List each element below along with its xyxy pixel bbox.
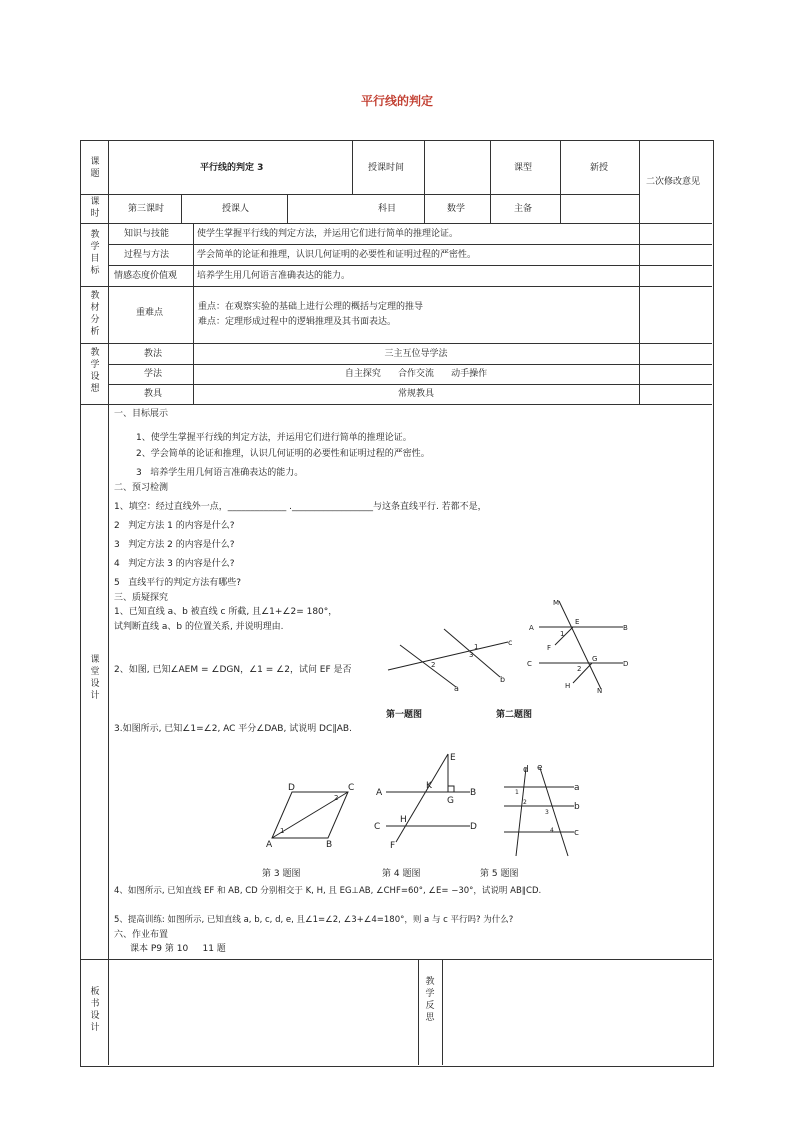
subject-value: 数学	[447, 204, 466, 214]
section-title: 三、质疑探究	[114, 593, 169, 603]
prep-label: 主备	[514, 204, 533, 214]
objective-name: 过程与方法	[124, 250, 170, 260]
objective-text: 培养学生用几何语言准确表达的能力。	[197, 271, 351, 281]
type-value: 新授	[590, 163, 609, 173]
fig1-label: 2	[431, 661, 436, 669]
difficult-point: 难点：定理形成过程中的逻辑推理及其书面表达。	[198, 317, 397, 327]
fig4-label: K	[426, 781, 432, 791]
figure-5	[498, 760, 588, 860]
fig5-label: a	[574, 783, 580, 793]
question-1: 1、已知直线 a、b 被直线 c 所截, 且∠1+∠2= 180°，	[114, 607, 338, 617]
fig2-label: H	[565, 682, 571, 690]
grid-line	[181, 194, 182, 223]
fig4-label: G	[447, 796, 454, 806]
grid-line	[424, 140, 425, 194]
fig3-label: A	[266, 840, 273, 850]
grid-line	[639, 140, 640, 404]
fig2-label: C	[527, 660, 532, 668]
grid-line	[80, 404, 712, 405]
classroom-label: 课 堂 设 计	[90, 655, 100, 701]
line-c	[388, 642, 508, 670]
fig2-label: E	[575, 618, 580, 626]
line-ef	[396, 754, 448, 842]
fig4-label: B	[470, 788, 477, 798]
goal-item: 3 培养学生用几何语言准确表达的能力。	[136, 468, 304, 478]
grid-line	[352, 140, 353, 194]
grid-line	[108, 384, 712, 385]
method-text: 常规教具	[397, 389, 434, 399]
fig5-label: c	[574, 828, 579, 838]
fig1-label: 1	[474, 643, 479, 651]
fig2-label: F	[547, 644, 552, 652]
grid-line	[80, 194, 639, 195]
design-label: 教 学 设 想	[90, 348, 100, 394]
check-item: 1、填空：经过直线外一点，_____________ .__________________与这条直线平行. 若都不是，	[114, 502, 487, 512]
fig2-label: A	[529, 624, 534, 632]
fig2-label: D	[623, 660, 629, 668]
figure-caption: 第一题图	[386, 710, 423, 720]
ray-gh	[573, 663, 592, 683]
grid-line	[490, 140, 491, 194]
fig4-label: H	[400, 815, 407, 825]
figure-caption: 第 3 题图	[262, 869, 301, 879]
figure-4	[372, 750, 482, 850]
fig5-label: 3	[545, 809, 549, 816]
check-item: 4 判定方法 3 的内容是什么?	[114, 559, 235, 569]
fig2-label: 1	[560, 630, 565, 638]
fig5-label: b	[574, 802, 580, 812]
grid-line	[80, 223, 712, 224]
grid-line	[108, 265, 712, 266]
fig4-label: E	[450, 753, 456, 763]
fig3-label: C	[348, 783, 355, 793]
figure-1	[380, 625, 520, 695]
objective-text: 使学生掌握平行线的判定方法，并运用它们进行简单的推理论证。	[197, 229, 459, 239]
hours-value: 第三课时	[128, 204, 165, 214]
fig3-label: 1	[280, 827, 285, 835]
grid-line	[80, 959, 712, 960]
fig4-label: F	[390, 841, 396, 851]
fig3-label: 2	[334, 794, 339, 802]
hours-label: 课 时	[90, 197, 100, 219]
figure-caption: 第二题图	[496, 710, 533, 720]
fig1-label: 3	[469, 651, 474, 659]
topic-label: 课 题	[90, 157, 100, 179]
grid-line	[80, 286, 712, 287]
fig5-label: 4	[550, 827, 554, 834]
type-label: 课型	[514, 163, 533, 173]
analysis-label: 教 材 分 析	[90, 291, 100, 337]
check-item: 3 判定方法 2 的内容是什么?	[114, 540, 235, 550]
key-point: 重点：在观察实验的基础上进行公理的概括与定理的推导	[198, 302, 424, 312]
grid-line	[80, 343, 712, 344]
question-2: 2、如图, 已知∠AEM = ∠DGN，∠1 = ∠2，试问 EF 是否	[114, 665, 352, 675]
time-label: 授课时间	[368, 163, 405, 173]
teacher-label: 授课人	[222, 204, 250, 214]
objective-text: 学会简单的论证和推理，认识几何证明的必要性和证明过程的严密性。	[197, 250, 477, 260]
board-label: 板 书 设 计	[90, 987, 100, 1033]
grid-line	[108, 140, 109, 1065]
grid-line	[108, 364, 712, 365]
fig2-label: G	[592, 655, 598, 663]
page-title: 平行线的判定	[360, 94, 433, 108]
fig3-label: B	[326, 840, 333, 850]
right-angle-mark	[448, 786, 454, 792]
figure-caption: 第 5 题图	[480, 869, 519, 879]
fig5-label: d	[523, 765, 529, 775]
section-title: 一、目标展示	[114, 409, 169, 419]
figure-caption: 第 4 题图	[382, 869, 421, 879]
analysis-name: 重难点	[136, 308, 164, 318]
reflection-label: 教 学 反 思	[425, 977, 435, 1023]
fig2-label: 2	[577, 665, 582, 673]
question-1: 试判断直线 a、b 的位置关系, 并说明理由.	[114, 622, 284, 632]
line-d	[516, 768, 526, 856]
fig4-label: C	[374, 822, 381, 832]
grid-line	[108, 244, 712, 245]
fig5-label: 1	[515, 789, 519, 796]
objective-name: 情感态度价值观	[114, 271, 178, 281]
method-text: 自主探究 合作交流 动手操作	[344, 369, 488, 379]
grid-line	[424, 194, 425, 223]
figure-3	[262, 780, 362, 850]
section-title: 六、作业布置	[114, 930, 169, 940]
homework: 课本 P9 第 10 11 题	[130, 944, 226, 954]
fig4-label: A	[376, 788, 383, 798]
method-text: 三主互位导学法	[384, 349, 448, 359]
fig1-label: a	[454, 684, 459, 693]
question-4: 4、如图所示, 已知直线 EF 和 AB, CD 分别相交于 K, H, 且 EG⊥AB, ∠CHF=60°, ∠E= −30°，试说明 AB∥CD.	[114, 886, 542, 896]
objectives-label: 教 学 目 标	[90, 230, 100, 276]
fig1-label: c	[508, 638, 513, 647]
question-5: 5、提高训练: 如图所示, 已知直线 a, b, c, d, e, 且∠1=∠2, ∠3+∠4=180°，则 a 与 c 平行吗? 为什么?	[114, 915, 514, 925]
goal-item: 2、学会简单的论证和推理，认识几何证明的必要性和证明过程的严密性。	[136, 449, 430, 459]
fig2-label: B	[623, 624, 628, 632]
fig2-label: M	[553, 599, 560, 607]
grid-line	[442, 959, 443, 1065]
objective-name: 知识与技能	[124, 229, 170, 239]
figure-2	[525, 597, 635, 697]
grid-line	[287, 194, 288, 223]
check-item: 2 判定方法 1 的内容是什么?	[114, 521, 235, 531]
fig3-label: D	[288, 783, 295, 793]
fig1-label: b	[500, 675, 506, 684]
subject-label: 科目	[378, 204, 397, 214]
method-name: 教具	[144, 389, 163, 399]
fig4-label: D	[470, 822, 477, 832]
fig5-label: 2	[523, 799, 527, 806]
method-name: 教法	[144, 349, 163, 359]
method-name: 学法	[144, 369, 163, 379]
fig5-label: e	[537, 763, 543, 773]
grid-line	[490, 194, 491, 223]
topic-title: 平行线的判定 3	[200, 163, 264, 173]
check-item: 5 直线平行的判定方法有哪些?	[114, 578, 242, 588]
line-a	[400, 645, 456, 687]
fig2-label: N	[597, 687, 603, 695]
grid-line	[560, 140, 561, 223]
goal-item: 1、使学生掌握平行线的判定方法，并运用它们进行简单的推理论证。	[136, 433, 412, 443]
section-title: 二、预习检测	[114, 483, 169, 493]
revision-label: 二次修改意见	[646, 177, 701, 187]
question-3: 3.如图所示, 已知∠1=∠2, AC 平分∠DAB, 试说明 DC∥AB.	[114, 724, 352, 734]
grid-line	[418, 959, 419, 1065]
